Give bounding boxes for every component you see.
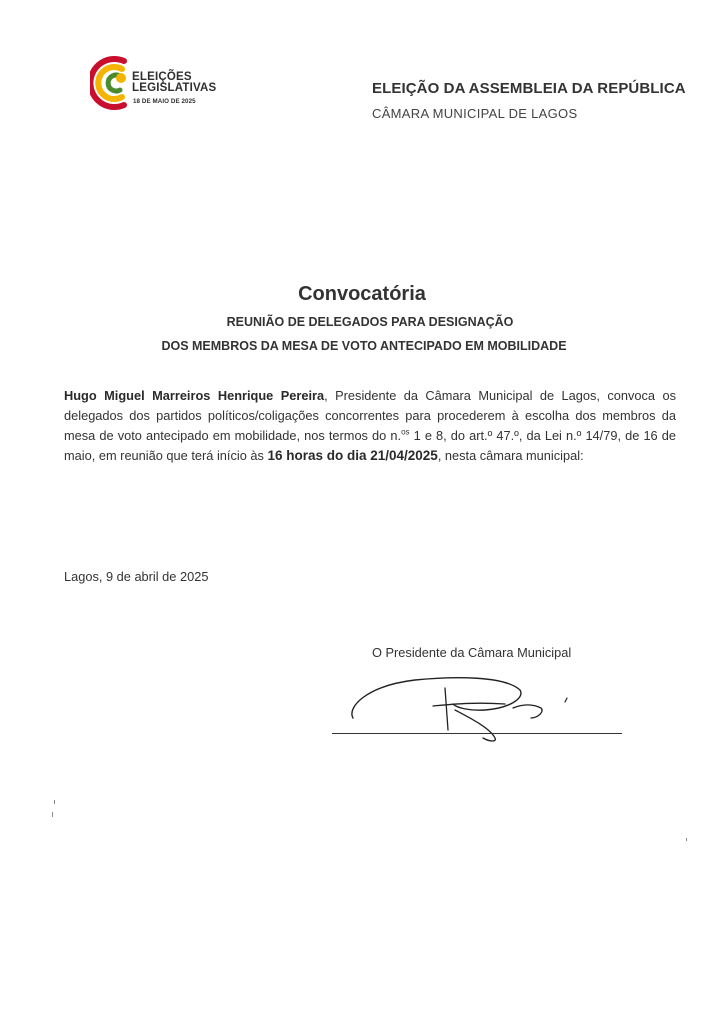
body-paragraph (64, 386, 676, 466)
body-text-3: , nesta câmara municipal: (437, 448, 584, 463)
scan-speck (54, 800, 55, 804)
president-name: Hugo Miguel Marreiros Henrique Pereira (64, 388, 325, 403)
scan-speck (52, 812, 53, 817)
header-title: ELEIÇÃO DA ASSEMBLEIA DA REPÚBLICA (372, 80, 686, 97)
document-subtitle-line-1: REUNIÃO DE DELEGADOS PARA DESIGNAÇÃO (226, 315, 514, 329)
logo-date: 18 DE MAIO DE 2025 (133, 98, 196, 105)
signature-line (332, 733, 622, 734)
place-and-date: Lagos, 9 de abril de 2025 (64, 569, 209, 584)
body-text-1: , Presidente da Câmara Municipal de Lagos, convoca os delegados dos partidos políticos/coligações concorrentes para procederem à escolha dos membros da mesa de voto antecipado em mobilidade, nos termos do n. (64, 388, 676, 443)
elections-logo (90, 55, 230, 115)
logo-line-1: ELEIÇÕES (132, 71, 192, 83)
meeting-time: 16 horas do dia 21/04/2025 (267, 448, 438, 463)
header-subtitle: CÂMARA MUNICIPAL DE LAGOS (372, 106, 578, 121)
signature-label: O Presidente da Câmara Municipal (372, 645, 572, 660)
scan-speck (686, 838, 687, 841)
logo-text (132, 72, 216, 107)
body-text-2: 1 e 8, do art.º 47.º, da Lei n.º 14/79, de 16 de maio, em reunião que terá início às (64, 428, 677, 463)
logo-line-2: LEGISLATIVAS (132, 82, 217, 94)
document-title: Convocatória (298, 283, 426, 305)
body-sup-os: os (401, 427, 410, 437)
handwritten-signature (345, 668, 585, 748)
document-subtitle-line-2: DOS MEMBROS DA MESA DE VOTO ANTECIPADO EM MOBILIDADE (161, 339, 567, 353)
